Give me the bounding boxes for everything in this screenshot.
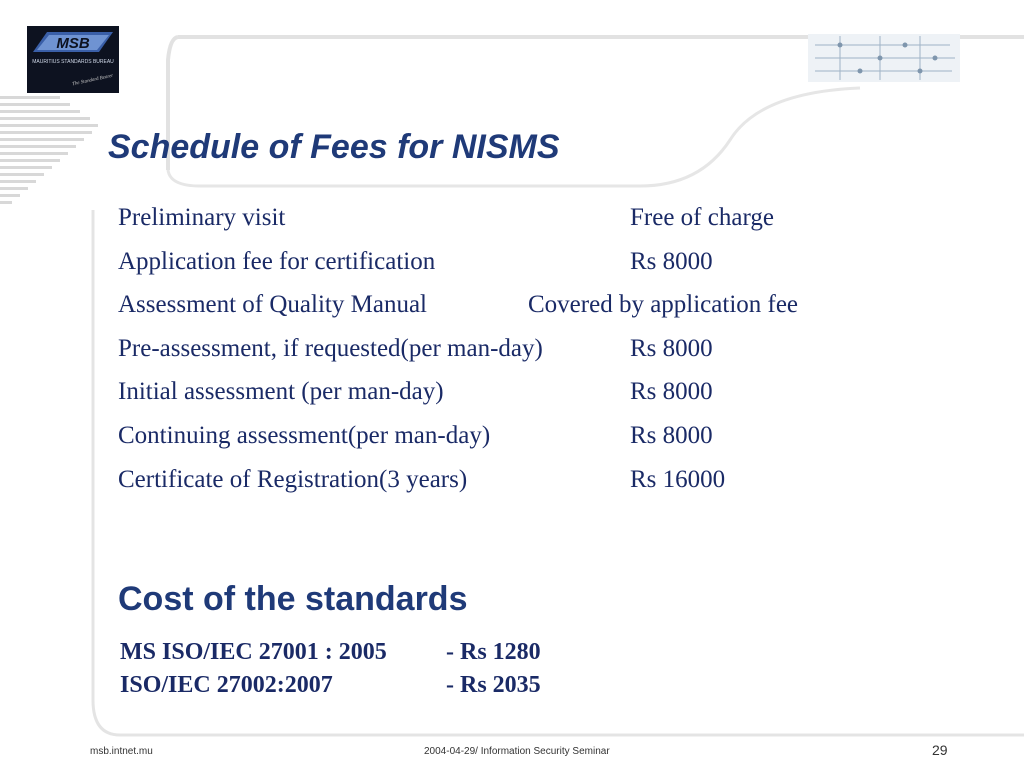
- fee-item-1: Preliminary visit: [118, 204, 286, 231]
- standard-name-2: ISO/IEC 27002:2007: [120, 672, 333, 698]
- logo-name: MAURITIUS STANDARDS BUREAU: [32, 59, 114, 65]
- fee-item-4: Pre-assessment, if requested(per man-day): [118, 335, 543, 362]
- fee-item-2: Application fee for certification: [118, 248, 436, 275]
- logo-tagline: The Standard Bearer: [71, 73, 114, 88]
- standard-price-1: - Rs 1280: [446, 639, 541, 665]
- standard-name-1: MS ISO/IEC 27001 : 2005: [120, 639, 387, 665]
- msb-logo: [27, 26, 119, 93]
- fee-price-3: Covered by application fee: [528, 291, 799, 318]
- footer-event: 2004-04-29/ Information Security Seminar: [424, 746, 610, 757]
- fee-price-5: Rs 8000: [630, 378, 713, 405]
- fee-item-6: Continuing assessment(per man-day): [118, 422, 491, 449]
- slide-title: Schedule of Fees for NISMS: [108, 128, 560, 166]
- fee-price-7: Rs 16000: [630, 466, 726, 493]
- fee-price-2: Rs 8000: [630, 248, 713, 275]
- fee-item-5: Initial assessment (per man-day): [118, 378, 444, 405]
- standards-heading: Cost of the standards: [118, 580, 468, 618]
- footer-website: msb.intnet.mu: [90, 746, 153, 757]
- logo-acronym: MSB: [56, 35, 90, 52]
- fee-item-7: Certificate of Registration(3 years): [118, 466, 468, 493]
- fee-item-3: Assessment of Quality Manual: [118, 291, 427, 318]
- fee-price-1: Free of charge: [630, 204, 774, 231]
- page-number: 29: [932, 742, 948, 758]
- fee-price-6: Rs 8000: [630, 422, 713, 449]
- fee-price-4: Rs 8000: [630, 335, 713, 362]
- standard-price-2: - Rs 2035: [446, 672, 541, 698]
